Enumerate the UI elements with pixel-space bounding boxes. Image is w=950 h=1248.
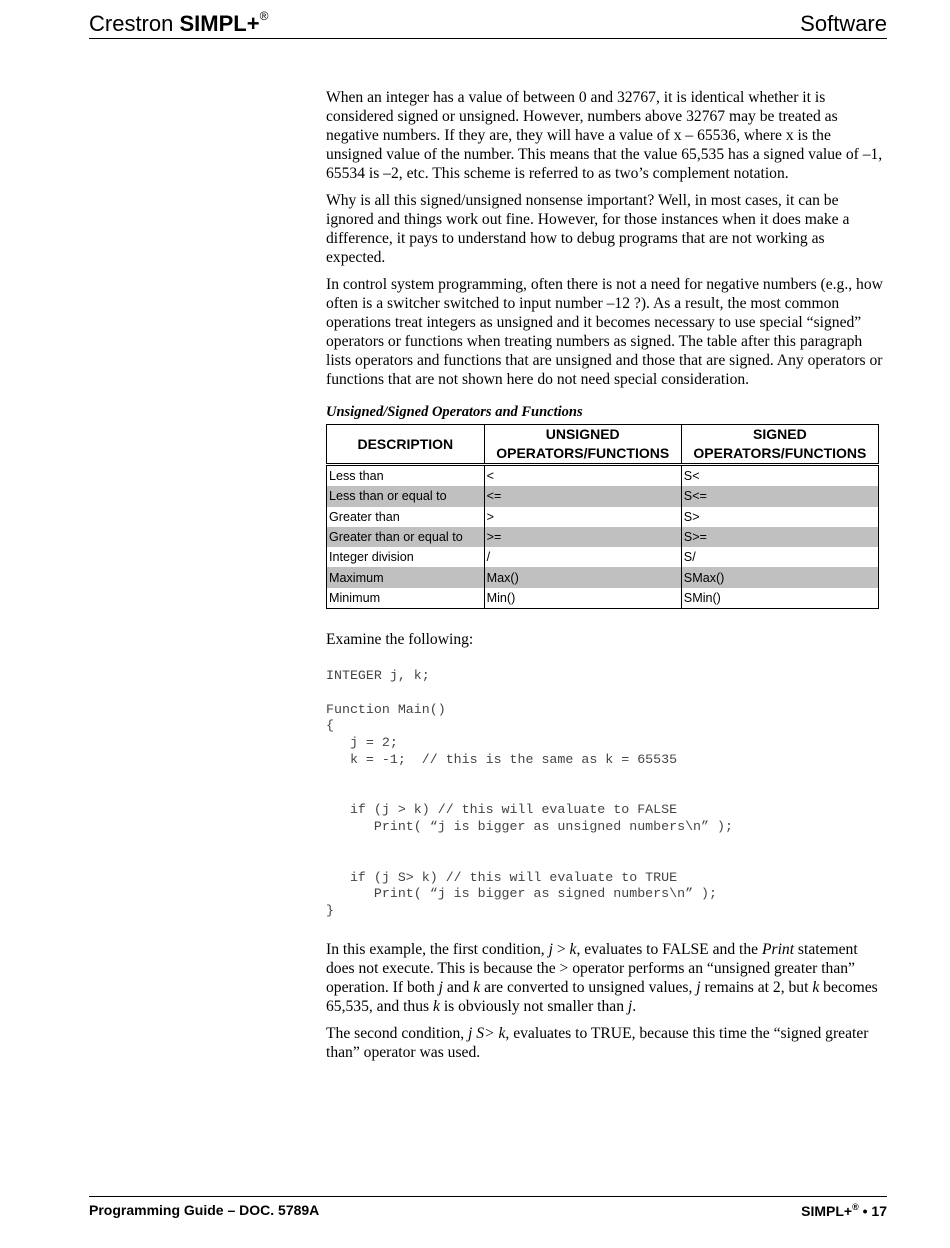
paragraph-2: Why is all this signed/unsigned nonsense important? Well, in most cases, it can be ignored and things work out fine. However, for those instances when it does make a difference, it pays to understand how to debug programs that are not working as expected. [326,192,850,266]
header-section: Software [800,11,887,36]
print-keyword: Print [761,941,795,959]
cell-unsigned: > [484,507,681,527]
text-run: The second condition, [326,1025,469,1043]
explanation-paragraph-2 [326,1024,886,1062]
text-run: > [552,941,570,959]
text-run: and [442,979,474,997]
cell-signed: S> [681,507,878,527]
cell-description: Greater than [327,507,485,527]
table-row [327,465,879,487]
header-brand: Crestron [89,11,174,36]
cell-unsigned: Max() [484,567,681,587]
main-content [326,88,886,1070]
footer-product: SIMPL+ [801,1203,853,1219]
cell-description: Less than [327,465,485,487]
var-j: j [627,998,633,1016]
page-footer [89,1196,887,1219]
header-signed: SIGNED OPERATORS/FUNCTIONS [681,425,878,465]
cell-signed: S< [681,465,878,487]
cell-signed: S>= [681,527,878,547]
header-unsigned: UNSIGNED OPERATORS/FUNCTIONS [484,425,681,465]
text-run: is obviously not smaller than [439,998,628,1016]
table-row [327,547,879,567]
table-row [327,507,879,527]
text-run: are converted to unsigned values, [480,979,697,997]
cell-signed: SMin() [681,588,878,609]
var-k: k [473,979,481,997]
page-header [89,10,887,39]
var-j: j [438,979,443,997]
footer-bullet: • [862,1203,868,1219]
page-number: 17 [871,1203,887,1219]
var-k: k [433,998,440,1016]
header-description: DESCRIPTION [327,425,485,465]
text-run: , evaluates to TRUE, because this time the “signed greater than” operator was used. [326,1025,869,1062]
cell-description: Less than or equal to [327,486,485,506]
code-listing: INTEGER j, k; Function Main() { j = 2; k = -1; // this is the same as k = 65535 if (j > k) // this will evaluate to FALSE Print( “j is bigger as unsigned numbers\n” ); if (j S> k) // this will evaluate to TRUE Print( “j is bigger as signed numbers\n” ); } [326,668,733,919]
cell-description: Integer division [327,547,485,567]
operators-table [326,424,879,609]
var-j: j [548,941,553,959]
explanation-paragraph-1 [326,940,886,1016]
cell-unsigned: < [484,465,681,487]
text-run: remains at 2, but [700,979,813,997]
paragraph-3: In control system programming, often there is not a need for negative numbers (e.g., how often is a switcher switched to input number –12 ?). As a result, the most common operations treat integers as unsigned and it becomes necessary to use special “signed” operators or functions when treating numbers as signed. The table after this paragraph lists operators and functions that are unsigned and those that are signed. Any operators or functions that are not shown here do not need special consideration. [326,276,883,388]
text-run: statement does not execute. This is because the > operator performs an “unsigned greater than” operation. If both [326,941,858,997]
cell-unsigned: >= [484,527,681,547]
footer-page-info [801,1202,887,1219]
text-run: becomes 65,535, and thus [326,979,878,1016]
paragraph-1: When an integer has a value of between 0 and 32767, it is identical whether it is considered signed or unsigned. However, numbers above 32767 may be treated as negative numbers. If they are, they will have a value of x – 65536, where x is the unsigned value of the number. This means that the value 65,535 has a signed value of –1, 65534 is –2, etc. This scheme is referred to as two’s complement notation. [326,89,883,182]
header-product: SIMPL+ [179,11,260,36]
table-header-row [327,425,879,465]
table-row [327,588,879,609]
cell-unsigned: / [484,547,681,567]
var-k: k [569,941,577,959]
var-k: k [812,979,820,997]
text-run: , evaluates to FALSE and the [576,941,762,959]
cell-description: Minimum [327,588,485,609]
cell-signed: S/ [681,547,878,567]
table-row [327,486,879,506]
examine-intro: Examine the following: [326,631,474,649]
signed-expression: j S> k [468,1025,506,1043]
table-row [327,567,879,587]
table-row [327,527,879,547]
text-run: In this example, the first condition, [326,941,549,959]
footer-guide: Programming Guide – DOC. 5789A [89,1202,320,1218]
cell-unsigned: <= [484,486,681,506]
text-run: . [632,998,637,1016]
cell-unsigned: Min() [484,588,681,609]
footer-reg-mark: ® [852,1202,859,1212]
cell-description: Maximum [327,567,485,587]
cell-signed: SMax() [681,567,878,587]
header-title [89,9,268,37]
cell-description: Greater than or equal to [327,527,485,547]
table-caption: Unsigned/Signed Operators and Functions [326,404,583,420]
header-reg-mark: ® [259,9,269,23]
cell-signed: S<= [681,486,878,506]
var-j: j [696,979,701,997]
